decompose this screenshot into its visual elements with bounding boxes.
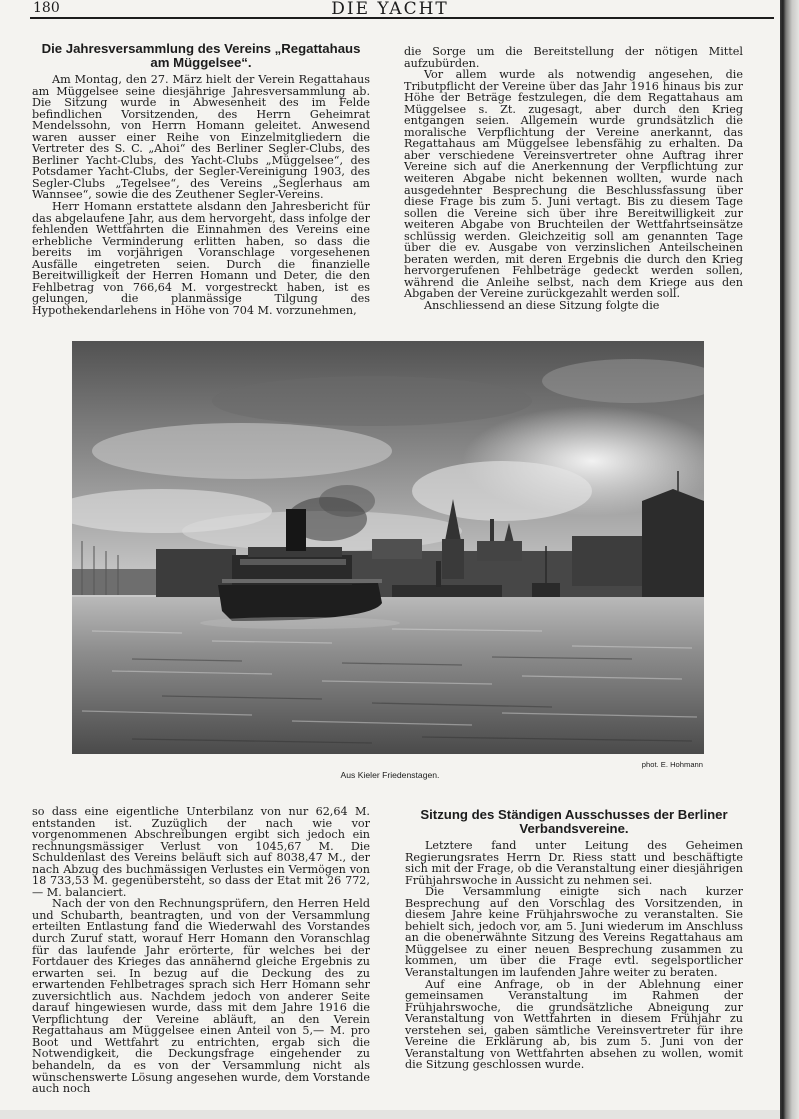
photo-credit: phot. E. Hohmann [641, 760, 703, 769]
article1-paragraph: Am Montag, den 27. März hielt der Verein Regattahaus am Müggelsee seine diesjährige Jahresversammlung ab. Die Sitzung wurde in Abwesenheit des im Felde befindlichen Vorsitzenden, des Herrn Geheimrat Mendelssohn, von Herrn Homann geleitet. Anwesend waren ausser einer Reihe von Einzelmitgliedern die Vertreter des S. C. „Ahoi“ des Berliner Segler-Clubs, des Berliner Yacht-Clubs, des Yacht-Clubs „Müggelsee“, des Potsdamer Yacht-Clubs, der Segler-Vereinigung 1903, des Segler-Clubs „Tegelsee“, des Vereins „Seglerhaus am Wannsee“, sowie die des Zeuthener Segler-Vereins. [32, 73, 370, 202]
article1-paragraph: die Sorge um die Bereitstellung der nötigen Mittel aufzubürden. [404, 45, 743, 70]
article1-title: Die Jahresversammlung des Vereins „Regattahaus am Müggelsee“. [41, 41, 361, 70]
running-title: DIE YACHT [331, 0, 449, 19]
page-number: 180 [33, 0, 60, 16]
article2-paragraph: Die Versammlung einigte sich nach kurzer Besprechung auf den Vorschlag des Vorsitzenden, in diesem Jahre keine Frühjahrswoche zu veranstalten. Sie behielt sich, jedoch vor, am 5. Juni wiederum im Anschluss an die obenerwähnte Sitzung des Vereins Regattahaus am Müggelsee zu einer neuen Besprechung zusammen zu kommen, um über die Frage evtl. segelsportlicher Veranstaltungen im laufenden Jahre weiter zu beraten. [405, 885, 743, 980]
article1-column-top-left [32, 42, 370, 316]
article1-paragraph: Anschliessend an diese Sitzung folgte die [424, 299, 660, 313]
article1-paragraph: Vor allem wurde als notwendig angesehen, die Tributpflicht der Vereine über das Jahr 1916 hinaus bis zur Höhe der Beträge festzulegen, die dem Regattahaus am Müggelsee s. Zt. zugesagt, aber durch den Krieg entgangen seien. Allgemein wurde grundsätzlich die moralische Verpflichtung der Vereine anerkannt, das Regattahaus am Müggelsee lebensfähig zu erhalten. Da aber verschiedene Vereinsvertreter ohne Auftrag ihrer Vereine sich auf die Anerkennung der Verpflichtung zur weiteren Abgabe nicht bekennen wollten, wurde nach ausgedehnter Besprechung die Beschlussfassung über diese Frage bis zum 5. Juni vertagt. Bis zu diesem Tage sollen die Vereine sich über ihre Bereitwilligkeit zur weiteren Abgabe von Bruchteilen der Wettfahrtseinsätze schlüssig werden. Gleichzeitig soll am genannten Tage über die ev. Ausgabe von verzinslichen Anteilscheinen beraten werden, mit deren Ergebnis die durch den Krieg hervorgerufenen Fehlbeträge gedeckt werden sollen, während die Anleihe selbst, nach dem Kriege aus den Abgaben der Vereine zurückgezahlt werden soll. [404, 68, 743, 301]
article2-paragraph: Letztere fand unter Leitung des Geheimen Regierungsrates Herrn Dr. Riess statt und beschäftigte sich mit der Frage, ob die Veranstaltung einer diesjährigen Frühjahrswoche in Aussicht zu nehmen sei. [405, 839, 743, 887]
article2-column [405, 808, 743, 1071]
article1-column-top-right [404, 46, 743, 312]
article1-paragraph: Nach der von den Rechnungsprüfern, den Herren Held und Schubarth, beantragten, und von der Versammlung erteilten Entlastung fand die Wiederwahl des Vorstandes durch Zuruf statt, worauf Herr Homann den Voranschlag für das laufende Jahr erörterte, für welches bei der Fortdauer des Krieges das annähernd gleiche Ergebnis zu erwarten sei. In bezug auf die Deckung des zu erwartenden Fehlbetrages sprach sich Herr Homann sehr zuversichtlich aus. Nachdem jedoch von anderer Seite darauf hingewiesen wurde, dass mit dem Jahre 1916 die Verpflichtung der Vereine abläuft, an den Verein Regattahaus am Müggelsee einen Anteil von 5,— M. pro Boot und Wettfahrt zu entrichten, ergab sich die Notwendigkeit, die Deckungsfrage eingehender zu behandeln, da es von der Versammlung nicht als wünschenswerte Lösung angesehen wurde, dem Vorstande auch noch [32, 897, 370, 1096]
photo-caption: Aus Kieler Friedenstagen. [340, 770, 440, 780]
page-binding-edge [780, 0, 799, 1119]
article1-paragraph: so dass eine eigentliche Unterbilanz von nur 62,64 M. entstanden ist. Zuzüglich der nach wie vor vorgenommenen Abschreibungen ergibt sich jedoch ein rechnungsmässiger Verlust von 1045,67 M. Die Schuldenlast des Vereins beläuft sich auf 8038,47 M., der nach Abzug des buchmässigen Verlustes ein Vermögen von 18 733,53 M. gegenübersteht, so dass der Etat mit 26 772,— M. balanciert. [32, 805, 370, 899]
article2-paragraph: Auf eine Anfrage, ob in der Ablehnung einer gemeinsamen Veranstaltung im Rahmen der Frühjahrswoche, die grundsätzliche Abneigung zur Veranstaltung von Wettfahrten in diesem Frühjahr zu verstehen sei, gaben sämtliche Vereinsvertreter für ihre Vereine die Erklärung ab, bis zum 5. Juni von der Veranstaltung von Wettfahrten absehen zu wollen, womit die Sitzung geschlossen wurde. [405, 977, 743, 1072]
header-rule [30, 17, 774, 19]
article1-column-bottom-left [32, 806, 370, 1095]
article1-paragraph: Herr Homann erstattete alsdann den Jahresbericht für das abgelaufene Jahr, aus dem hervorgeht, dass infolge der fehlenden Wettfahrten die Einnahmen des Vereins eine erhebliche Verminderung erlitten haben, so dass die bereits im vorjährigen Voranschlage vorgesehenen Ausfälle eingetreten seien. Durch die finanzielle Bereitwilligkeit der Herren Homann und Deter, die den Fehlbetrag von 766,64 M. vorgestreckt haben, ist es gelungen, die planmässige Tilgung des Hypothekendarlehens in Höhe von 704 M. vorzunehmen, [32, 200, 370, 317]
article2-title: Sitzung des Ständigen Ausschusses der Berliner Verbandsvereine. [420, 807, 728, 836]
harbor-photo [72, 341, 704, 754]
